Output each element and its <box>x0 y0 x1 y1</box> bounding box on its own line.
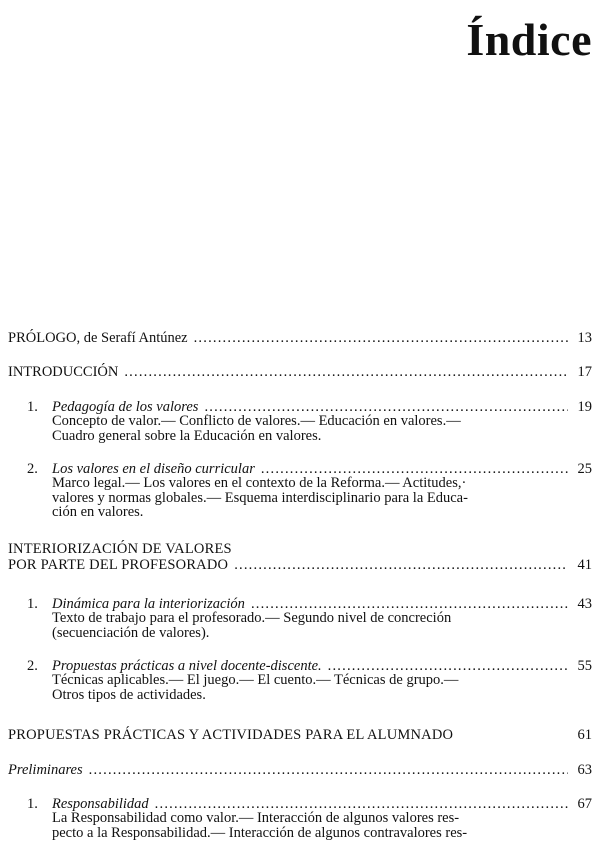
description-line: pecto a la Responsabilidad.— Interacción de algunos contravalores res- <box>52 824 468 841</box>
section-heading-line: INTERIORIZACIÓN DE VALORES <box>8 541 232 557</box>
description-line: (secuenciación de valores). <box>52 624 210 641</box>
toc-item-number: 1. <box>27 399 38 415</box>
description-line: ción en valores. <box>52 504 144 520</box>
dot-leader <box>89 762 568 778</box>
toc-page-number: 61 <box>577 727 592 743</box>
toc-item-description <box>52 476 554 520</box>
toc-item-description <box>52 414 552 443</box>
dot-leader <box>124 364 568 380</box>
description-line: Concepto de valor.— Conflicto de valores.— Educación en valores.— <box>52 413 461 429</box>
toc-page-number: 19 <box>577 399 592 415</box>
toc-page-number: 67 <box>577 796 592 812</box>
toc-entry-propuestas-alumnado[interactable] <box>8 727 592 743</box>
toc-entry-label: PROPUESTAS PRÁCTICAS Y ACTIVIDADES PARA EL ALUMNADO <box>8 727 454 743</box>
page-title: Índice <box>466 14 592 65</box>
toc-page-number: 55 <box>577 658 592 674</box>
toc-item-title: Pedagogía de los valores <box>52 399 199 415</box>
toc-entry-label: POR PARTE DEL PROFESORADO <box>8 557 229 573</box>
description-line: Texto de trabajo para el profesorado.— Segundo nivel de concreción <box>52 610 452 626</box>
toc-item-title: Propuestas prácticas a nivel docente-discente. <box>52 658 322 674</box>
toc-page-number: 43 <box>577 596 592 612</box>
toc-item-title: Los valores en el diseño curricular <box>52 461 255 477</box>
description-line: Marco legal.— Los valores en el contexto de la Reforma.— Actitudes,· <box>52 475 467 491</box>
toc-entry-introduccion[interactable] <box>8 364 592 380</box>
toc-entry-label: Preliminares <box>8 762 83 778</box>
toc-item-number: 2. <box>27 658 38 674</box>
dot-leader <box>194 330 568 346</box>
toc-item-description <box>52 611 552 640</box>
description-line: La Responsabilidad como valor.— Interacción de algunos valores res- <box>52 810 460 826</box>
toc-entry-preliminares[interactable] <box>8 762 592 778</box>
toc-item-title: Dinámica para la interiorización <box>52 596 245 612</box>
toc-page-number: 13 <box>577 330 592 346</box>
description-line: Cuadro general sobre la Educación en valores. <box>52 427 322 444</box>
description-line: valores y normas globales.— Esquema interdisciplinario para la Educa- <box>52 489 468 506</box>
toc-page-number: 63 <box>577 762 592 778</box>
toc-page-number: 17 <box>577 364 592 380</box>
toc-item-number: 1. <box>27 796 38 812</box>
toc-item-description <box>52 811 554 840</box>
toc-entry-label: INTRODUCCIÓN <box>8 364 119 380</box>
toc-item-description <box>52 673 552 702</box>
toc-item-number: 2. <box>27 461 38 477</box>
toc-entry-prologo[interactable] <box>8 330 592 346</box>
toc-entry-label: PRÓLOGO, de Serafí Antúnez <box>8 330 188 346</box>
toc-page-number: 25 <box>577 461 592 477</box>
description-line: Técnicas aplicables.— El juego.— El cuento.— Técnicas de grupo.— <box>52 672 459 688</box>
description-line: Otros tipos de actividades. <box>52 686 206 703</box>
toc-page-number: 41 <box>577 557 592 573</box>
dot-leader <box>234 557 568 573</box>
toc-section-interiorizacion-line1 <box>8 542 408 557</box>
toc-item-title: Responsabilidad <box>52 796 149 812</box>
toc-entry-interiorizacion[interactable] <box>8 557 592 573</box>
toc-item-number: 1. <box>27 596 38 612</box>
